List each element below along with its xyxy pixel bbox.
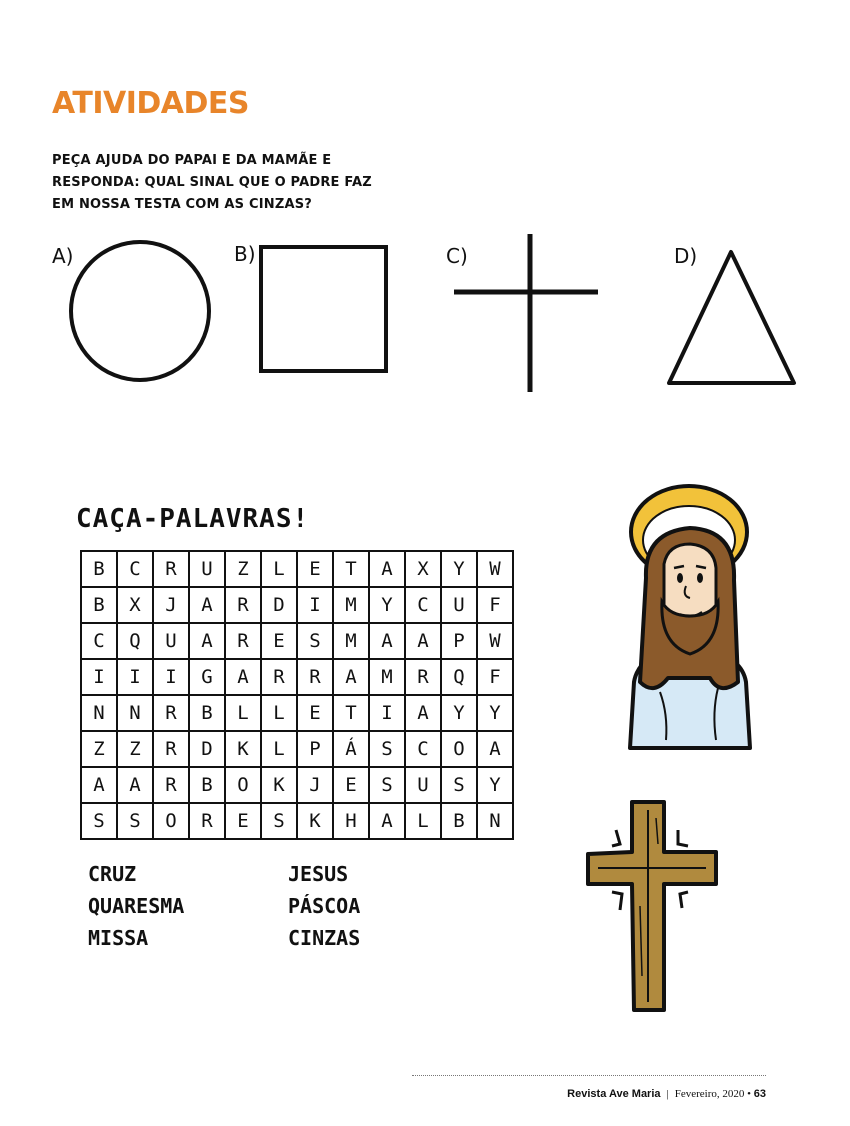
square-icon <box>258 244 390 374</box>
grid-cell: I <box>297 587 333 623</box>
jesus-portrait-icon <box>620 482 758 754</box>
grid-cell: S <box>441 767 477 803</box>
grid-cell: Y <box>369 587 405 623</box>
grid-cell: L <box>261 695 297 731</box>
grid-cell: A <box>369 551 405 587</box>
grid-cell: B <box>441 803 477 839</box>
option-d-label: D) <box>674 244 698 268</box>
grid-cell: R <box>153 695 189 731</box>
grid-cell: M <box>333 623 369 659</box>
grid-cell: A <box>225 659 261 695</box>
grid-cell: O <box>441 731 477 767</box>
grid-cell: J <box>153 587 189 623</box>
grid-cell: B <box>81 587 117 623</box>
word-search-grid <box>80 550 514 840</box>
grid-row <box>81 659 513 695</box>
page-number: 63 <box>753 1088 766 1100</box>
footer-divider <box>412 1075 766 1076</box>
grid-cell: X <box>405 551 441 587</box>
grid-cell: L <box>261 731 297 767</box>
grid-cell: U <box>153 623 189 659</box>
grid-cell: C <box>405 587 441 623</box>
grid-cell: C <box>81 623 117 659</box>
grid-cell: Q <box>117 623 153 659</box>
grid-cell: Z <box>81 731 117 767</box>
grid-cell: P <box>297 731 333 767</box>
grid-cell: F <box>477 587 513 623</box>
grid-cell: E <box>297 695 333 731</box>
wooden-cross-icon <box>582 796 724 1018</box>
word-item: QUARESMA <box>88 894 185 918</box>
grid-cell: Y <box>477 695 513 731</box>
grid-cell: A <box>333 659 369 695</box>
grid-cell: I <box>369 695 405 731</box>
grid-cell: I <box>153 659 189 695</box>
grid-cell: J <box>297 767 333 803</box>
grid-cell: A <box>81 767 117 803</box>
grid-cell: A <box>477 731 513 767</box>
grid-cell: D <box>189 731 225 767</box>
grid-cell: N <box>117 695 153 731</box>
grid-row <box>81 623 513 659</box>
grid-cell: B <box>189 767 225 803</box>
grid-cell: R <box>261 659 297 695</box>
grid-cell: S <box>261 803 297 839</box>
grid-cell: W <box>477 623 513 659</box>
grid-cell: R <box>405 659 441 695</box>
grid-cell: Y <box>441 695 477 731</box>
grid-cell: Y <box>477 767 513 803</box>
footer-bullet: • <box>747 1088 751 1100</box>
grid-cell: S <box>81 803 117 839</box>
grid-cell: A <box>405 623 441 659</box>
section-title: ATIVIDADES <box>52 86 250 121</box>
grid-row <box>81 695 513 731</box>
grid-cell: U <box>441 587 477 623</box>
grid-cell: M <box>333 587 369 623</box>
grid-cell: R <box>225 623 261 659</box>
grid-cell: I <box>117 659 153 695</box>
grid-cell: A <box>117 767 153 803</box>
triangle-icon <box>664 246 800 388</box>
grid-cell: X <box>117 587 153 623</box>
grid-cell: A <box>369 803 405 839</box>
grid-row <box>81 803 513 839</box>
issue-date: Fevereiro, 2020 <box>674 1088 745 1100</box>
option-b-label: B) <box>234 242 256 266</box>
grid-cell: U <box>189 551 225 587</box>
option-a-label: A) <box>52 244 74 268</box>
grid-cell: K <box>297 803 333 839</box>
grid-cell: U <box>405 767 441 803</box>
grid-cell: S <box>297 623 333 659</box>
grid-cell: C <box>405 731 441 767</box>
grid-cell: Z <box>117 731 153 767</box>
grid-cell: K <box>261 767 297 803</box>
grid-cell: L <box>225 695 261 731</box>
cross-icon <box>452 232 600 394</box>
grid-row <box>81 551 513 587</box>
grid-cell: T <box>333 551 369 587</box>
grid-cell: F <box>477 659 513 695</box>
grid-cell: K <box>225 731 261 767</box>
grid-cell: H <box>333 803 369 839</box>
word-item: JESUS <box>288 862 349 886</box>
grid-cell: M <box>369 659 405 695</box>
grid-cell: S <box>369 767 405 803</box>
grid-cell: E <box>225 803 261 839</box>
word-item: PÁSCOA <box>288 894 361 918</box>
grid-cell: E <box>333 767 369 803</box>
grid-cell: E <box>261 623 297 659</box>
grid-cell: L <box>405 803 441 839</box>
footer-separator: | <box>666 1088 669 1100</box>
grid-cell: Q <box>441 659 477 695</box>
grid-cell: A <box>369 623 405 659</box>
grid-cell: A <box>405 695 441 731</box>
grid-cell: N <box>81 695 117 731</box>
grid-cell: A <box>189 623 225 659</box>
grid-row <box>81 731 513 767</box>
word-list <box>88 862 408 950</box>
circle-icon <box>66 238 214 386</box>
grid-cell: R <box>153 767 189 803</box>
grid-cell: N <box>477 803 513 839</box>
grid-cell: W <box>477 551 513 587</box>
magazine-name: Revista Ave Maria <box>567 1088 661 1100</box>
grid-cell: R <box>153 551 189 587</box>
grid-cell: C <box>117 551 153 587</box>
page-footer <box>567 1088 766 1100</box>
word-item: MISSA <box>88 926 149 950</box>
grid-cell: Y <box>441 551 477 587</box>
grid-cell: D <box>261 587 297 623</box>
grid-cell: R <box>225 587 261 623</box>
grid-cell: P <box>441 623 477 659</box>
grid-cell: R <box>189 803 225 839</box>
grid-cell: E <box>297 551 333 587</box>
grid-cell: Á <box>333 731 369 767</box>
grid-cell: R <box>297 659 333 695</box>
grid-cell: S <box>117 803 153 839</box>
grid-cell: R <box>153 731 189 767</box>
grid-cell: T <box>333 695 369 731</box>
grid-cell: G <box>189 659 225 695</box>
grid-cell: S <box>369 731 405 767</box>
grid-row <box>81 587 513 623</box>
word-item: CRUZ <box>88 862 137 886</box>
grid-cell: Z <box>225 551 261 587</box>
grid-cell: O <box>153 803 189 839</box>
grid-cell: O <box>225 767 261 803</box>
puzzle-title: CAÇA-PALAVRAS! <box>76 504 310 534</box>
word-item: CINZAS <box>288 926 361 950</box>
grid-cell: I <box>81 659 117 695</box>
grid-row <box>81 767 513 803</box>
option-c-label: C) <box>446 244 468 268</box>
grid-cell: L <box>261 551 297 587</box>
grid-cell: B <box>81 551 117 587</box>
grid-cell: A <box>189 587 225 623</box>
question-text: PEÇA AJUDA DO PAPAI E DA MAMÃE E RESPONDA: QUAL SINAL QUE O PADRE FAZ EM NOSSA TESTA COM AS CINZAS? <box>52 153 372 212</box>
grid-cell: B <box>189 695 225 731</box>
